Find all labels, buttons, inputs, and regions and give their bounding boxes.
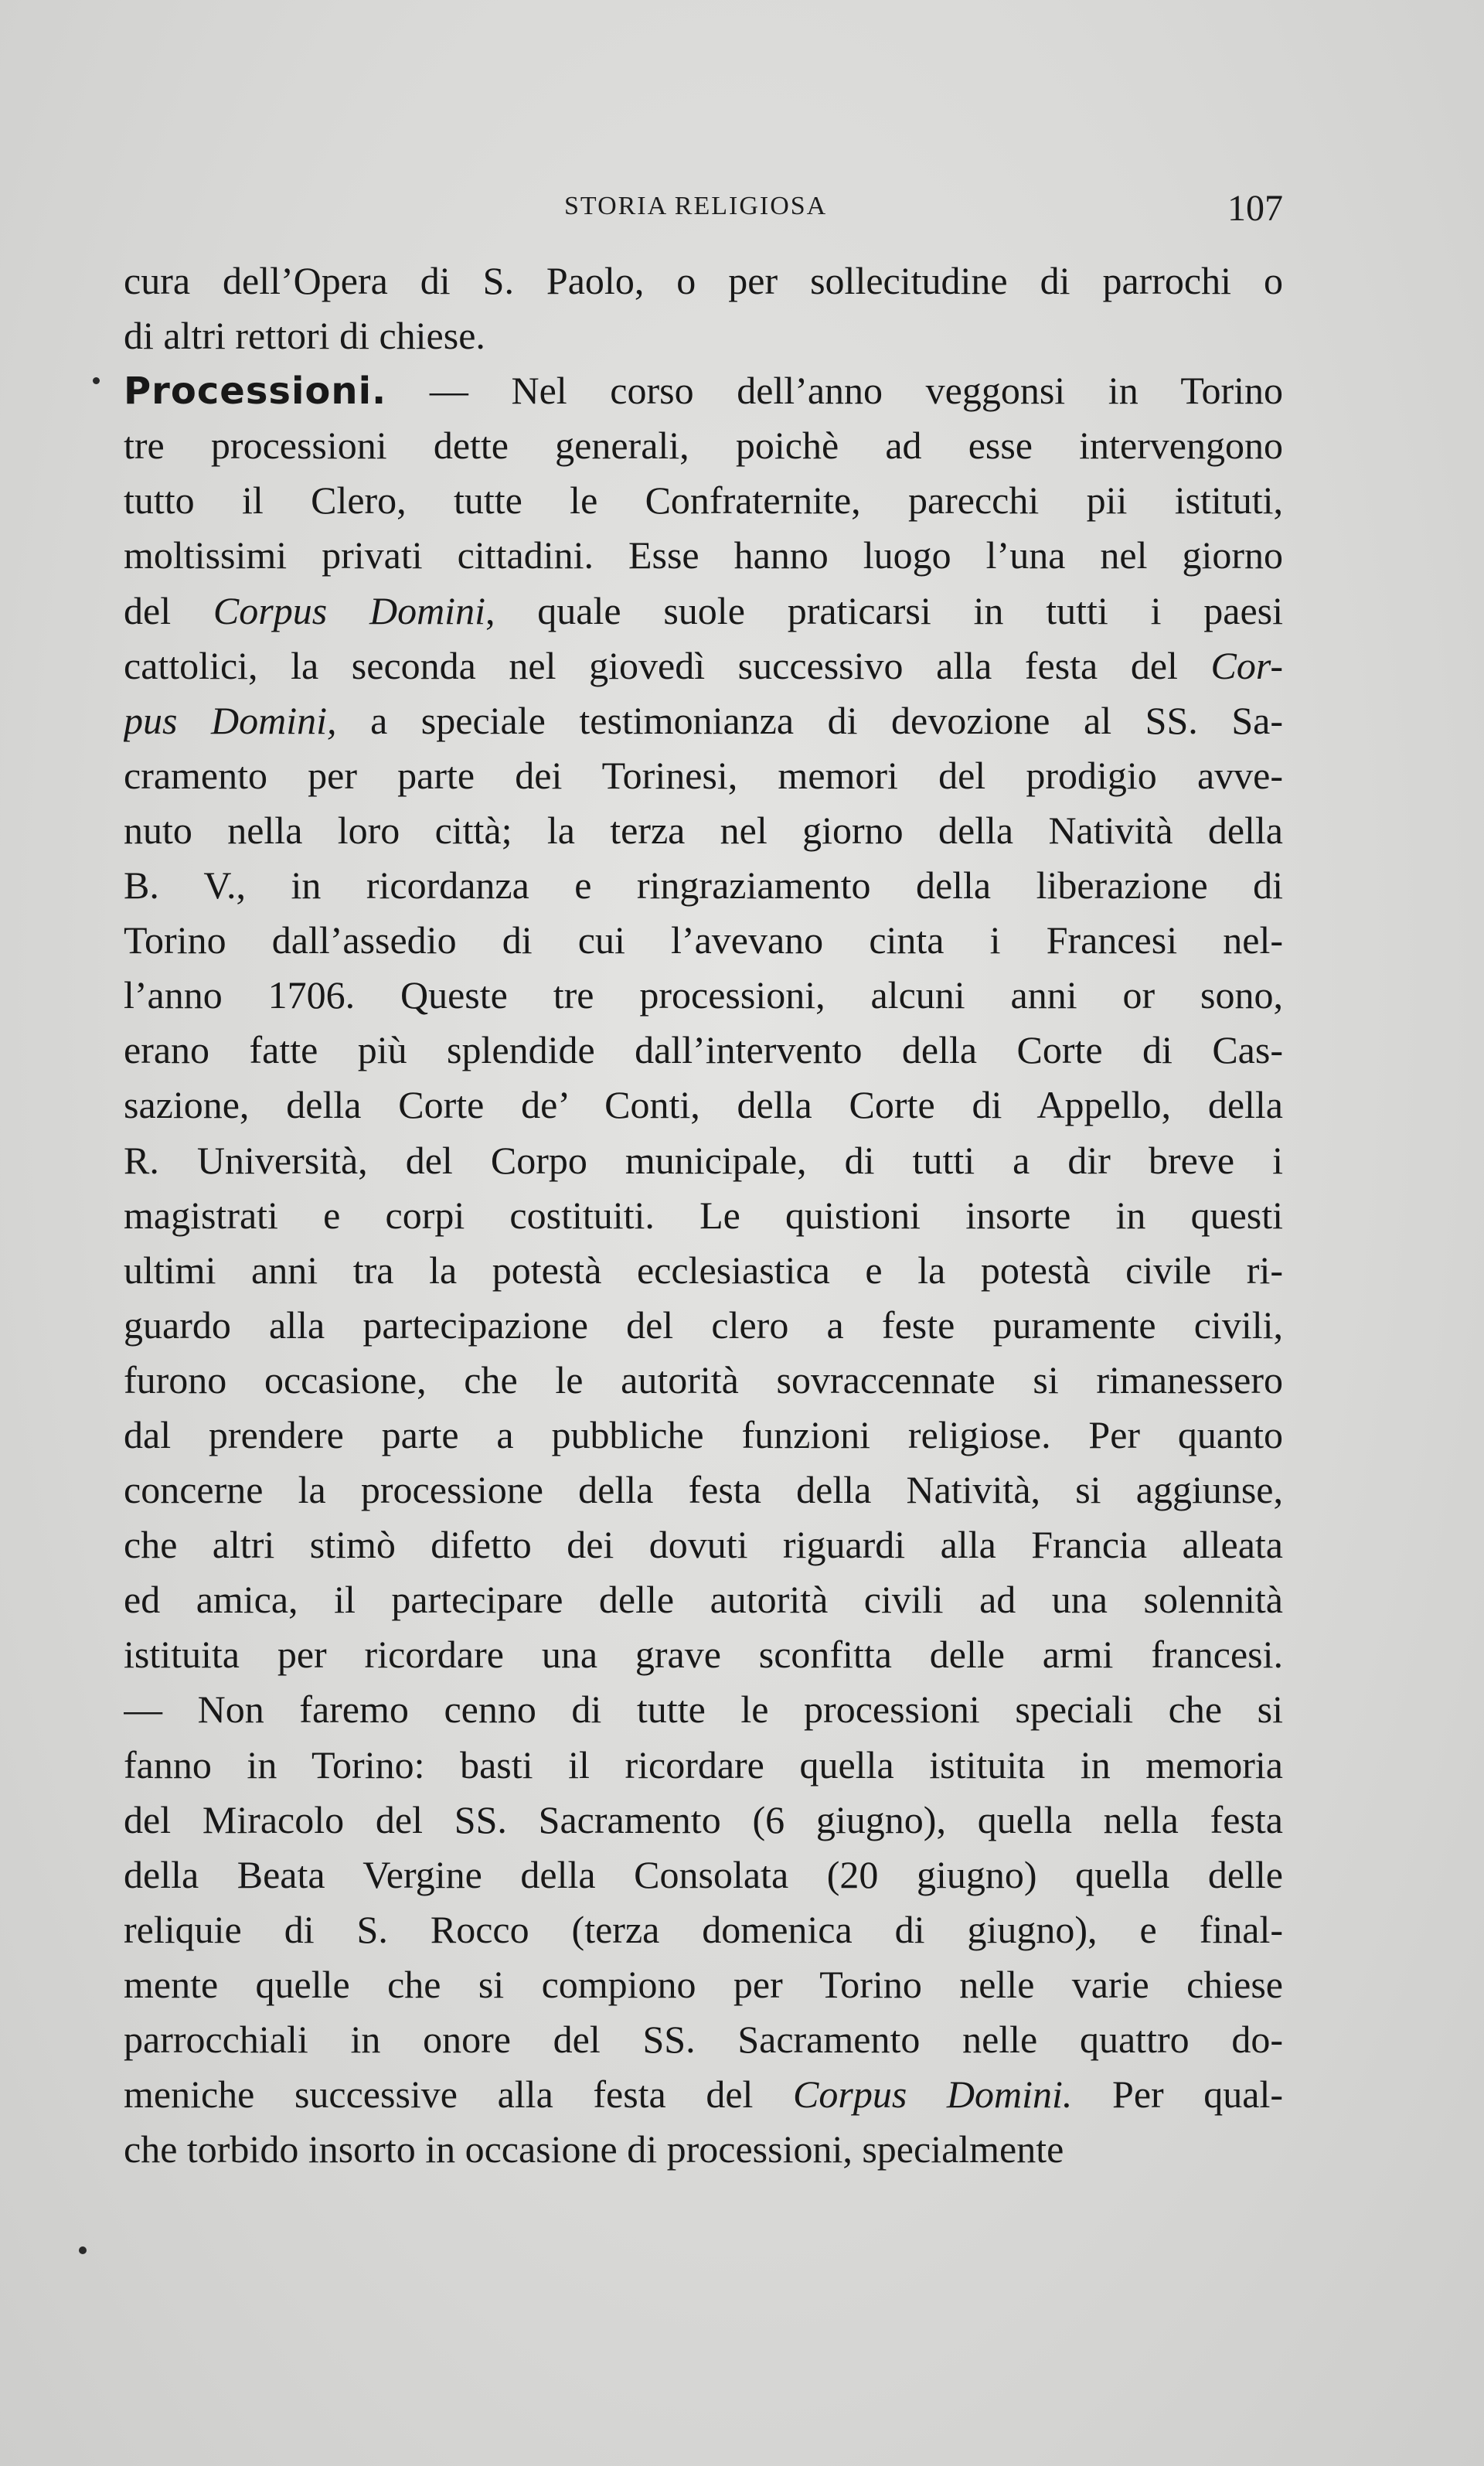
line-text: furono occasione, che le autorità sovraccennate si rimanessero [124,1357,1283,1402]
line-text: tre processioni dette generali, poichè ad esse intervengono [124,424,1283,468]
line-text: ultimi anni tra la potestà ecclesiastica e la potestà civile ri- [124,1248,1283,1292]
section-heading: Processioni. [124,370,387,414]
line-text: fanno in Torino: basti il ricordare quella istituita in memoria [124,1742,1283,1786]
line-text: cura dell’Opera di S. Paolo, o per sollecitudine di parrochi o [124,259,1283,302]
line-text: parrocchiali in onore del SS. Sacramento nelle quattro do- [124,2018,1283,2061]
line-text: guardo alla partecipazione del clero a feste puramente civili, [124,1303,1283,1347]
text-line [124,254,1283,308]
text-line [124,2067,1283,2122]
text-line [124,1243,1283,1298]
text-line [124,1188,1283,1243]
line-text: tutto il Clero, tutte le Confraternite, parecchi pii istituti, [124,479,1283,523]
line-text: mente quelle che si compiono per Torino nelle varie chiese [124,1962,1283,2006]
line-text: ed amica, il partecipare delle autorità civili ad una solennità [124,1578,1283,1622]
page-number: 107 [1227,188,1283,229]
text-line [124,528,1283,583]
running-head-title: STORIA RELIGIOSA [564,192,828,220]
text-line [124,639,1283,693]
text-line [124,1078,1283,1133]
text-line [124,858,1283,913]
text-line [124,363,1283,418]
text-line [124,1793,1283,1848]
line-text: erano fatte più splendide dall’intervento della Corte di Cas- [124,1028,1283,1072]
text-line [124,1408,1283,1463]
italic-term: pus Domini, [124,698,337,742]
italic-term: Cor- [1210,643,1283,687]
line-text: del [124,588,213,632]
text-line [124,473,1283,528]
line-text: dal prendere parte a pubbliche funzioni religiose. Per quanto [124,1412,1283,1456]
line-text: a speciale testimonianza di devozione al SS. Sa- [336,698,1283,742]
line-text: l’anno 1706. Queste tre processioni, alcuni anni or sono, [124,973,1283,1017]
line-text: — Non faremo cenno di tutte le processioni speciali che si [124,1688,1283,1732]
line-text: nuto nella loro città; la terza nel giorno della Natività della [124,808,1283,852]
text-line [124,1298,1283,1353]
line-text: cattolici, la seconda nel giovedì successivo alla festa del [124,643,1211,687]
italic-term: Corpus Domini. [793,2073,1073,2117]
line-text: istituita per ricordare una grave sconfitta delle armi francesi. [124,1633,1283,1677]
italic-term: Corpus Domini [213,588,485,632]
text-line [124,1572,1283,1627]
line-text: che altri stimò difetto dei dovuti riguardi alla Francia alleata [124,1523,1283,1567]
text-line [124,1463,1283,1517]
text-line [124,1627,1283,1682]
text-line [124,2122,1283,2177]
line-text: della Beata Vergine della Consolata (20 giugno) quella delle [124,1852,1283,1896]
text-line [124,1133,1283,1188]
text-line [124,1902,1283,1957]
line-text: Per qual- [1072,2073,1283,2117]
line-text: meniche successive alla festa del [124,2073,794,2117]
text-line [124,1738,1283,1793]
line-text: che torbido insorto in occasione di processioni, specialmente [124,2127,1064,2171]
print-speck [93,377,100,384]
text-line [124,1848,1283,1902]
text-line [124,1682,1283,1737]
text-line [124,1957,1283,2012]
line-text: , quale suole praticarsi in tutti i paesi [485,588,1283,632]
text-line [124,584,1283,639]
body-text [124,254,1283,2177]
text-line [124,748,1283,803]
line-text: cramento per parte dei Torinesi, memori del prodigio avve- [124,753,1283,797]
line-text: magistrati e corpi costituiti. Le quistioni insorte in questi [124,1193,1283,1237]
text-line [124,308,1283,363]
text-line [124,418,1283,473]
text-line [124,1023,1283,1078]
line-text: — Nel corso dell’anno veggonsi in Torino [386,369,1283,413]
line-text: moltissimi privati cittadini. Esse hanno luogo l’una nel giorno [124,533,1283,577]
line-text: Torino dall’assedio di cui l’avevano cinta i Francesi nel- [124,918,1283,962]
running-head [124,188,1283,238]
line-text: R. Università, del Corpo municipale, di tutti a dir breve i [124,1138,1283,1182]
line-text: di altri rettori di chiese. [124,314,485,358]
line-text: reliquie di S. Rocco (terza domenica di giugno), e final- [124,1907,1283,1951]
text-line [124,803,1283,858]
line-text: B. V., in ricordanza e ringraziamento della liberazione di [124,863,1283,908]
text-line [124,913,1283,968]
line-text: concerne la processione della festa della Natività, si aggiunse, [124,1468,1283,1512]
text-line [124,968,1283,1023]
text-line [124,693,1283,748]
print-speck [79,2246,87,2254]
text-line [124,1353,1283,1408]
line-text: sazione, della Corte de’ Conti, della Corte di Appello, della [124,1083,1283,1127]
text-line [124,2012,1283,2067]
text-line [124,1517,1283,1572]
line-text: del Miracolo del SS. Sacramento (6 giugno), quella nella festa [124,1797,1283,1841]
